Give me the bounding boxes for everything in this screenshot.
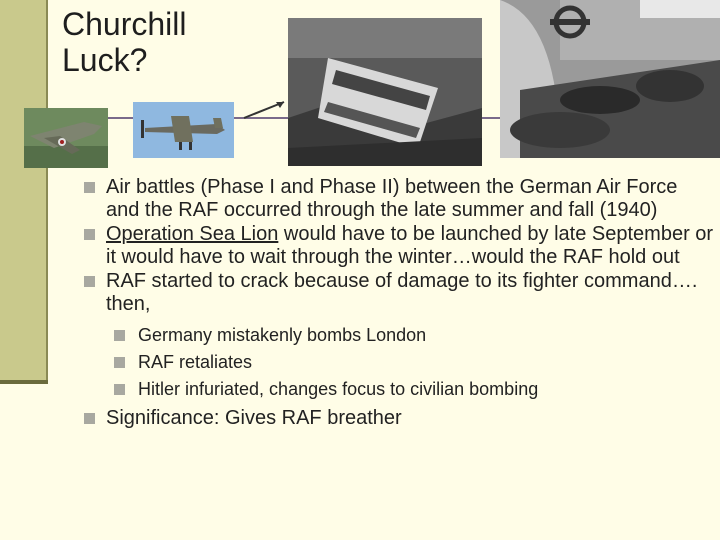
bullet-sea-lion [84, 223, 714, 269]
sidebar-edge [46, 0, 48, 382]
sub-bullet-hitler: Hitler infuriated, changes focus to civilian bombing [114, 376, 714, 403]
slide-title [62, 6, 282, 78]
bullet-air-battles: Air battles (Phase I and Phase II) between the German Air Force and the RAF occurred through the late summer and fall (1940) [84, 176, 714, 222]
sidebar-shadow [0, 380, 48, 384]
sea-lion-text: would have to be launched by late September or it would have to wait through the winter…would the RAF hold out [106, 223, 714, 268]
bombed-bus-photo [288, 18, 482, 166]
sidebar-accent [0, 0, 46, 382]
sub-bullet-list [114, 322, 714, 403]
bullet-significance: Significance: Gives RAF breather [84, 407, 714, 430]
title-line-2: Luck? [62, 42, 148, 78]
title-line-1: Churchill [62, 6, 187, 42]
raf-crack-text: RAF started to crack because of damage to its fighter command…. then, [106, 270, 698, 315]
tube-shelter-photo [500, 0, 720, 158]
sub-bullet-retaliates: RAF retaliates [114, 349, 714, 376]
bullet-raf-crack [84, 270, 714, 403]
sea-lion-link[interactable]: Operation Sea Lion [106, 223, 279, 245]
sub-bullet-london: Germany mistakenly bombs London [114, 322, 714, 349]
messerschmitt-photo [133, 102, 234, 158]
spitfire-photo [24, 108, 108, 168]
arrow-icon [240, 96, 292, 122]
bullet-list [84, 176, 714, 431]
